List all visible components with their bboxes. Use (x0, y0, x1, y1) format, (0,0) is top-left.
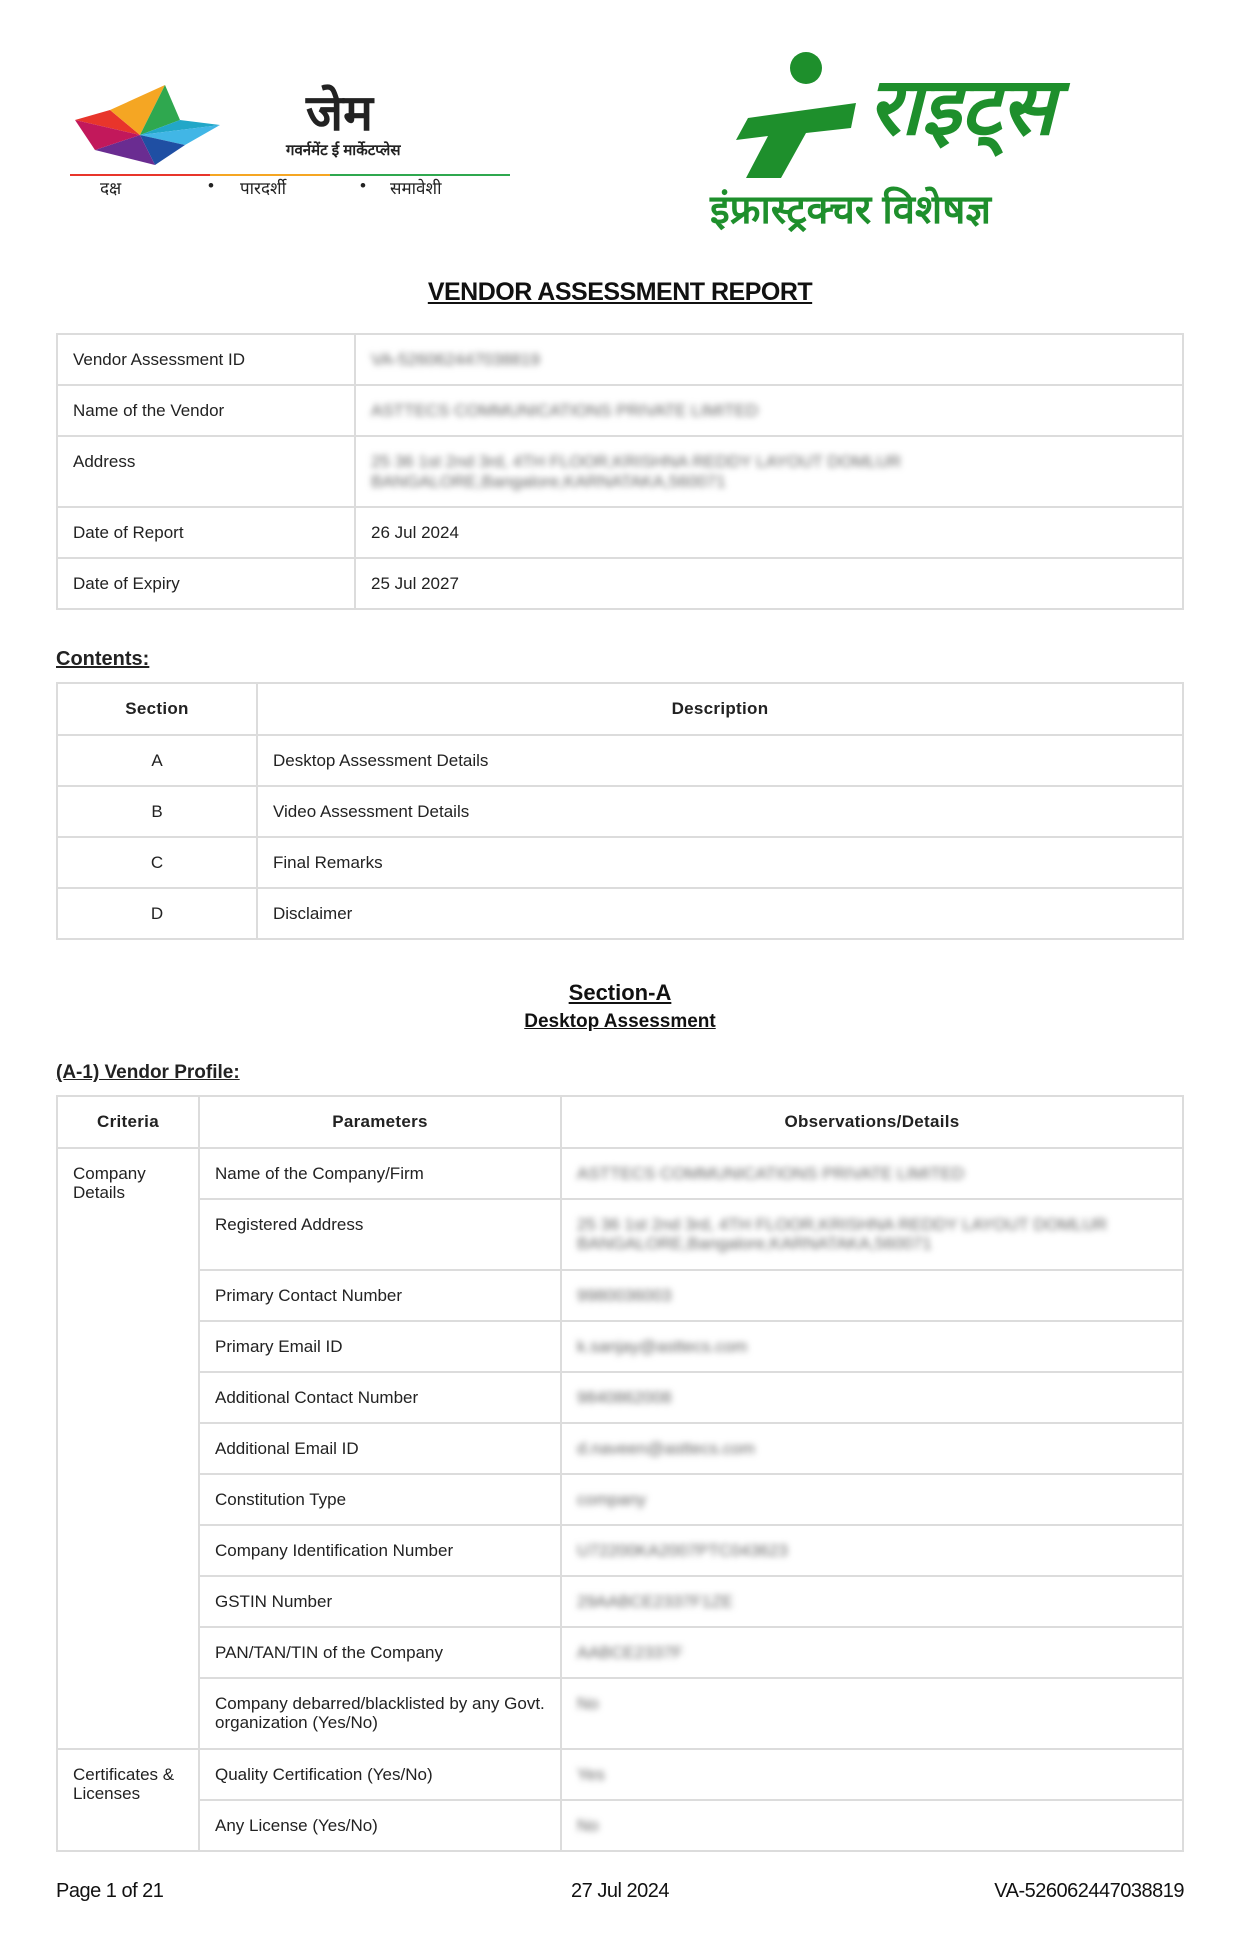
section-a-title: Section-A (568, 980, 672, 1005)
vendor-label: Date of Expiry (57, 558, 355, 609)
table-row (57, 786, 1183, 837)
table-row (57, 1372, 1183, 1423)
section-letter: D (57, 888, 257, 939)
observation-cell (561, 1372, 1183, 1423)
vendor-label: Address (57, 436, 355, 507)
parameter-cell: Company Identification Number (199, 1525, 561, 1576)
vendor-value (355, 385, 1183, 436)
parameter-cell: Primary Contact Number (199, 1270, 561, 1321)
rites-logo (706, 48, 1176, 238)
vendor-row (57, 385, 1183, 436)
vendor-row (57, 436, 1183, 507)
criteria-cell: Company Details (57, 1148, 199, 1749)
gem-logo: जेम गवर्नमेंट ई मार्केटप्लेस दक्ष • पारदर्शी • समावेशी (70, 80, 510, 210)
table-row (57, 735, 1183, 786)
table-row (57, 888, 1183, 939)
gem-subtitle: गवर्नमेंट ई मार्केटप्लेस (286, 142, 401, 159)
parameter-cell: Company debarred/blacklisted by any Govt. organization (Yes/No) (199, 1678, 561, 1749)
observation-cell (561, 1423, 1183, 1474)
vendor-row (57, 558, 1183, 609)
parameter-cell: Additional Contact Number (199, 1372, 561, 1423)
section-description: Desktop Assessment Details (257, 735, 1183, 786)
observation-value: ASTTECS COMMUNICATIONS PRIVATE LIMITED (577, 1164, 965, 1183)
table-row (57, 1800, 1183, 1851)
observation-value: 29AABCE2337F1ZE (577, 1592, 733, 1611)
parameters-header: Parameters (199, 1096, 561, 1148)
observation-value: AABCE2337F (577, 1643, 683, 1662)
observations-header: Observations/Details (561, 1096, 1183, 1148)
observation-value: 9840862008 (577, 1388, 672, 1407)
rites-emblem-icon (706, 48, 856, 178)
table-row (57, 1474, 1183, 1525)
observation-cell (561, 1525, 1183, 1576)
observation-cell (561, 1148, 1183, 1199)
parameter-cell: Constitution Type (199, 1474, 561, 1525)
section-a-subtitle: Desktop Assessment (524, 1011, 716, 1032)
gem-tagline-1: दक्ष (100, 179, 122, 198)
parameter-cell: Primary Email ID (199, 1321, 561, 1372)
gem-tagline-2: पारदर्शी (240, 179, 287, 198)
report-title: VENDOR ASSESSMENT REPORT (427, 278, 813, 306)
date-of-expiry: 25 Jul 2027 (355, 558, 1183, 609)
observation-cell (561, 1749, 1183, 1800)
observation-cell (561, 1321, 1183, 1372)
table-row (57, 1270, 1183, 1321)
observation-cell (561, 1474, 1183, 1525)
section-header: Section (57, 683, 257, 735)
observation-cell (561, 1199, 1183, 1270)
observation-value: Yes (577, 1765, 605, 1784)
parameter-cell: Name of the Company/Firm (199, 1148, 561, 1199)
rites-wordmark: राइट्स (868, 62, 1056, 151)
contents-header-row (57, 683, 1183, 735)
vendor-info-table (56, 333, 1184, 610)
table-row (57, 1199, 1183, 1270)
section-letter: A (57, 735, 257, 786)
parameter-cell: PAN/TAN/TIN of the Company (199, 1627, 561, 1678)
table-row (57, 1321, 1183, 1372)
section-letter: B (57, 786, 257, 837)
parameter-cell: Registered Address (199, 1199, 561, 1270)
observation-value: 25 36 1st 2nd 3rd, 4TH FLOOR,KRISHNA REDDY LAYOUT DOMLUR BANGALORE,Bangalore,KARNATAKA,560071 (577, 1215, 1108, 1253)
vendor-assessment-id: VA-526062447038819 (371, 350, 540, 369)
vendor-label: Name of the Vendor (57, 385, 355, 436)
table-row (57, 1576, 1183, 1627)
description-header: Description (257, 683, 1183, 735)
vendor-profile-table (56, 1095, 1184, 1852)
vendor-label: Date of Report (57, 507, 355, 558)
footer-date: 27 Jul 2024 (571, 1880, 669, 1902)
gem-tagline-3: समावेशी (390, 179, 442, 198)
observation-cell (561, 1627, 1183, 1678)
date-of-report: 26 Jul 2024 (355, 507, 1183, 558)
parameter-cell: Any License (Yes/No) (199, 1800, 561, 1851)
observation-value: No (577, 1816, 599, 1835)
observation-value: No (577, 1694, 599, 1713)
footer-page-number: Page 1 of 21 (56, 1880, 164, 1902)
vendor-profile-label: (A-1) Vendor Profile: (56, 1062, 240, 1083)
gem-wordmark: जेम (306, 85, 373, 141)
criteria-cell: Certificates & Licenses (57, 1749, 199, 1851)
table-row (57, 1525, 1183, 1576)
parameter-cell: Additional Email ID (199, 1423, 561, 1474)
criteria-header: Criteria (57, 1096, 199, 1148)
section-description: Disclaimer (257, 888, 1183, 939)
parameter-cell: GSTIN Number (199, 1576, 561, 1627)
section-letter: C (57, 837, 257, 888)
vendor-row (57, 334, 1183, 385)
vendor-name: ASTTECS COMMUNICATIONS PRIVATE LIMITED (371, 401, 759, 420)
observation-value: k.sanjay@asttecs.com (577, 1337, 748, 1356)
parameter-cell: Quality Certification (Yes/No) (199, 1749, 561, 1800)
observation-value: company (577, 1490, 646, 1509)
vendor-address: 25 36 1st 2nd 3rd, 4TH FLOOR,KRISHNA REDDY LAYOUT DOMLUR BANGALORE,Bangalore,KARNATAKA,560071 (371, 452, 902, 491)
footer-assessment-id: VA-526062447038819 (994, 1880, 1184, 1902)
observation-cell (561, 1800, 1183, 1851)
table-row (57, 1423, 1183, 1474)
vendor-value (355, 334, 1183, 385)
vendor-value (355, 436, 1183, 507)
observation-value: d.naveen@asttecs.com (577, 1439, 755, 1458)
rites-subtitle: इंफ्रास्ट्रक्चर विशेषज्ञ (710, 188, 991, 232)
observation-value: 9980036003 (577, 1286, 672, 1305)
contents-label: Contents: (56, 648, 150, 670)
table-row (57, 1749, 1183, 1800)
contents-table (56, 682, 1184, 940)
table-row (57, 1148, 1183, 1199)
section-description: Final Remarks (257, 837, 1183, 888)
vendor-row (57, 507, 1183, 558)
observation-cell (561, 1678, 1183, 1749)
observation-cell (561, 1270, 1183, 1321)
section-description: Video Assessment Details (257, 786, 1183, 837)
profile-header-row (57, 1096, 1183, 1148)
table-row (57, 1678, 1183, 1749)
observation-cell (561, 1576, 1183, 1627)
vendor-label: Vendor Assessment ID (57, 334, 355, 385)
observation-value: U72200KA2007PTC043623 (577, 1541, 788, 1560)
table-row (57, 1627, 1183, 1678)
table-row (57, 837, 1183, 888)
